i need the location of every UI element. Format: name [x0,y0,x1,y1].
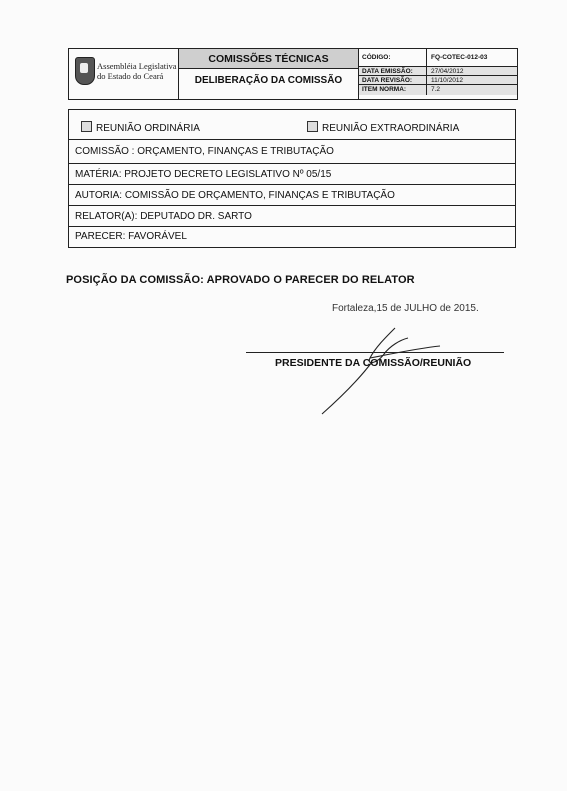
checkbox-icon [81,121,92,132]
comissao-field: COMISSÃO : ORÇAMENTO, FINANÇAS E TRIBUTAÇÃO [69,140,515,164]
document-type: DELIBERAÇÃO DA COMISSÃO [194,75,343,86]
commission-position: POSIÇÃO DA COMISSÃO: APROVADO O PARECER DO RELATOR [66,274,415,286]
header-table [68,48,518,100]
parecer-field: PARECER: FAVORÁVEL [75,231,187,242]
deliberation-form [68,109,516,248]
meta-row-codigo: CÓDIGO: FQ-COTEC-012-03 [359,49,517,67]
section-title: COMISSÕES TÉCNICAS [179,49,358,69]
autoria-field: AUTORIA: COMISSÃO DE ORÇAMENTO, FINANÇAS E TRIBUTAÇÃO [69,185,515,206]
materia-field: MATÉRIA: PROJETO DECRETO LEGISLATIVO Nº 05/15 [69,164,515,185]
meta-cell [359,49,517,99]
checkbox-ordinaria[interactable]: REUNIÃO ORDINÁRIA [81,121,200,135]
checkbox-extraordinaria[interactable]: REUNIÃO EXTRAORDINÁRIA [307,121,459,135]
place-date: Fortaleza,15 de JULHO de 2015. [332,303,479,314]
assembly-seal-icon [75,57,95,85]
meta-row-revisao: DATA REVISÃO: 11/10/2012 [359,76,517,85]
signature-label: PRESIDENTE DA COMISSÃO/REUNIÃO [275,357,472,369]
organization-name: Assembléia Legislativa do Estado do Ceará [97,61,177,81]
title-cell [179,49,359,99]
meta-row-emissao: DATA EMISSÃO: 27/04/2012 [359,67,517,76]
logo-cell [69,49,179,99]
checkbox-icon [307,121,318,132]
relator-field: RELATOR(A): DEPUTADO DR. SARTO [69,206,515,227]
meeting-type-row [69,110,515,140]
meta-row-norma: ITEM NORMA: 7.2 [359,85,517,95]
signature-line [246,352,504,353]
